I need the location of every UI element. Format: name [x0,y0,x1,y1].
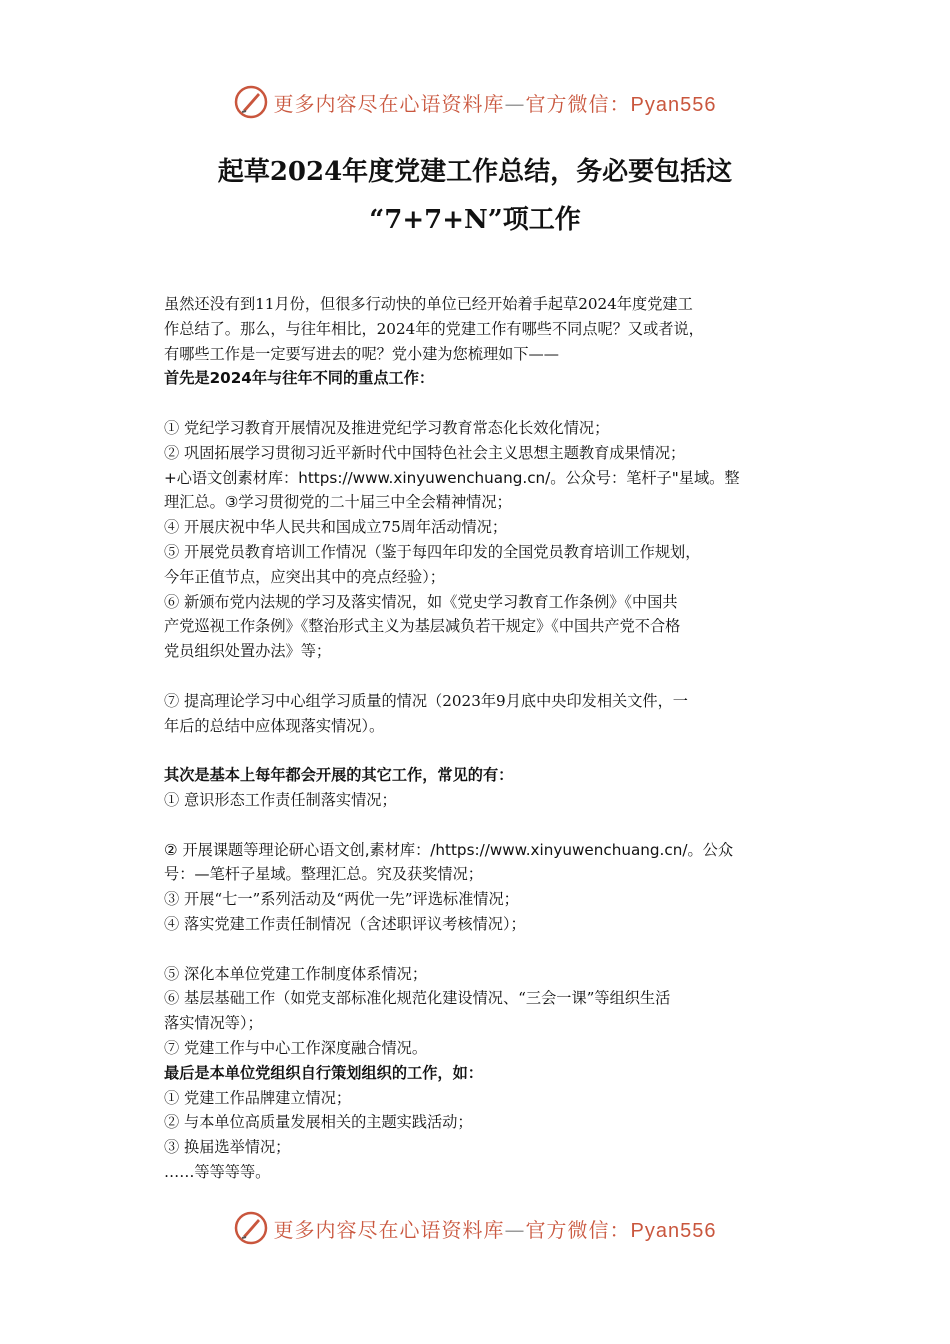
section1-item: ⑥ 新颁布党内法规的学习及落实情况，如《党史学习教育工作条例》《中国共 [164,592,678,611]
section1-item: ④ 开展庆祝中华人民共和国成立75周年活动情况； [164,518,508,537]
section2-item: 落实情况等）； [164,1014,263,1033]
intro-line: 有哪些工作是一定要写进去的呢？党小建为您梳理如下—— [164,344,559,363]
section1-item: ⑦ 提高理论学习中心组学习质量的情况（2023年9月底中央印发相关文件，一 [164,691,688,710]
section1-item: ⑤ 开展党员教育培训工作情况（鉴于每四年印发的全国党员教育培训工作规划， [164,542,701,561]
section2-item: ⑥ 基层基础工作（如党支部标准化规范化建设情况、“三会一课”等组织生活 [164,989,671,1008]
title-line-1: 起草2024年度党建工作总结，务必要包括这 [217,157,733,187]
section2-item: 号：—笔杆子星域。整理汇总。究及获奖情况； [164,865,483,884]
section2-item: ① 意识形态工作责任制落实情况； [164,790,397,809]
section3-heading: 最后是本单位党组织自行策划组织的工作，如： [164,1063,483,1082]
section2-item: ③ 开展“七一”系列活动及“两优一先”评选标准情况； [164,890,519,909]
section1-item: 理汇总。③学习贯彻党的二十届三中全会精神情况； [164,493,512,512]
watermark-text: 更多内容尽在心语资料库—官方微信：Pyan556 [273,91,717,116]
watermark-text: 更多内容尽在心语资料库—官方微信：Pyan556 [273,1217,717,1242]
document-title [120,148,830,244]
section2-item: ⑦ 党建工作与中心工作深度融合情况。 [164,1038,428,1057]
section3-item: ① 党建工作品牌建立情况； [164,1088,352,1107]
section1-item: 年后的总结中应体现落实情况）。 [164,716,385,735]
section2-item: ⑤ 深化本单位党建工作制度体系情况； [164,964,428,983]
section1-item: 今年正值节点，应突出其中的亮点经验）； [164,567,445,586]
title-line-2: “7+7+N”项工作 [369,205,581,235]
section1-item: 产党巡视工作条例》《整治形式主义为基层减负若干规定》《中国共产党不合格 [164,617,681,636]
footer-watermark-banner [0,1208,950,1248]
section2-heading: 其次是基本上每年都会开展的其它工作，常见的有： [164,766,514,785]
section1-item: ② 巩固拓展学习贯彻习近平新时代中国特色社会主义思想主题教育成果情况； [164,443,686,462]
section3-ending: ……等等等等。 [164,1162,271,1181]
section3-item: ③ 换届选举情况； [164,1138,291,1157]
section1-item: ① 党纪学习教育开展情况及推进党纪学习教育常态化长效化情况； [164,418,610,437]
section2-item: ④ 落实党建工作责任制情况（含述职评议考核情况）； [164,914,526,933]
section3-item: ② 与本单位高质量发展相关的主题实践活动； [164,1113,473,1132]
quill-logo-icon [234,85,268,119]
section1-heading: 首先是2024年与往年不同的重点工作： [164,369,435,388]
section2-item: ② 开展课题等理论研心语文创,素材库：/https://www.xinyuwenchuang.cn/。公众 [164,840,734,859]
section1-item: 党员组织处置办法》等； [164,642,332,661]
intro-line: 虽然还没有到11月份，但很多行动快的单位已经开始着手起草2024年度党建工 [164,295,693,313]
intro-line: 作总结了。那么，与往年相比，2024年的党建工作有哪些不同点呢？又或者说， [164,319,704,338]
document-body [164,292,814,1185]
quill-logo-icon [234,1211,268,1245]
header-watermark-banner [0,82,950,122]
section1-item: +心语文创素材库：https://www.xinyuwenchuang.cn/。公众号：笔杆子"星域。整 [164,468,740,487]
